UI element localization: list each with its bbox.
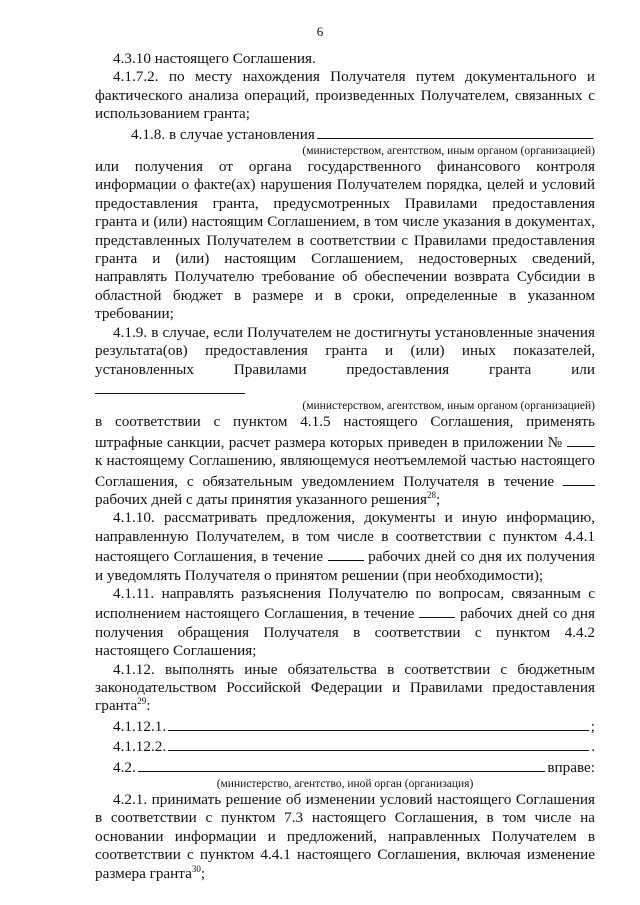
item-4-1-12-2-end: . bbox=[591, 738, 595, 756]
authority-blank-line bbox=[317, 124, 593, 139]
paragraph-4-1-11 bbox=[95, 585, 595, 661]
authority-hint: (министерством, агентством, иным органом (организацией) bbox=[302, 400, 595, 413]
paragraph-4-1-10-text-b: рабочих дней со дня их получения и уведомлять Получателя о принятом решении (при необходимости); bbox=[95, 548, 595, 584]
paragraph-4-2-1-end: ; bbox=[200, 864, 206, 882]
paragraph-4-3-10-ref: 4.3.10 настоящего Соглашения. bbox=[113, 50, 316, 67]
paragraph-4-1-9-end: ; bbox=[436, 490, 441, 508]
paragraph-4-1-9-text-a: в соответствии с пунктом 4.1.5 настоящего Соглашения, применять штрафные санкции, расчет размера которых приведен в приложении № bbox=[95, 413, 595, 451]
document-body bbox=[95, 50, 595, 883]
paragraph-4-2 bbox=[95, 757, 595, 777]
item-4-1-12-2-label: 4.1.12.2. bbox=[113, 738, 167, 756]
authority-hint: (министерством, агентством, иным органом (организацией) bbox=[302, 145, 595, 158]
days-blank bbox=[328, 546, 364, 561]
paragraph-4-1-12 bbox=[95, 661, 595, 716]
item-blank-line bbox=[168, 736, 589, 751]
authority-blank-line bbox=[138, 757, 546, 772]
item-4-1-12-2 bbox=[95, 736, 595, 756]
paragraph-4-1-11-text-b: рабочих дней со дня получения обращения Получателя в соответствии с пунктом 4.4.2 настоящего Соглашения; bbox=[95, 605, 595, 660]
paragraph-4-2-label: 4.2. bbox=[113, 758, 136, 776]
paragraph-4-1-10 bbox=[95, 509, 595, 585]
paragraph-4-1-9-body bbox=[95, 413, 595, 509]
paragraph-4-1-8-lead-text: 4.1.8. в случае установления bbox=[131, 125, 315, 143]
item-blank-line bbox=[168, 716, 589, 731]
paragraph-4-1-12-text: 4.1.12. выполнять иные обязательства в соответствии с бюджетным законодательством Российской Федерации и Правилами предоставления гранта bbox=[95, 660, 595, 715]
paragraph-4-2-1 bbox=[95, 791, 595, 883]
paragraph-4-1-9-text-c: рабочих дней с даты принятия указанного решения bbox=[95, 490, 428, 508]
authority-hint: (министерство, агентство, иной орган (организация) bbox=[216, 778, 474, 791]
appendix-number-blank bbox=[567, 432, 595, 447]
paragraph-4-1-12-end: : bbox=[146, 697, 151, 715]
paragraph-4-1-8-lead bbox=[95, 124, 595, 144]
paragraph-4-1-10-text-a: 4.1.10. рассматривать предложения, документы и иную информацию, направленную Получателем, в том числе в соответствии с пунктом 4.4.1 настоящего Соглашения, в течение bbox=[95, 509, 595, 566]
paragraph-4-1-7-2: 4.1.7.2. по месту нахождения Получателя путем документального и фактического анализа операций, произведенных Получателем, связанных с использованием гранта; bbox=[95, 68, 595, 123]
authority-blank-line bbox=[95, 379, 245, 394]
paragraph-4-1-9-lead-text: 4.1.9. в случае, если Получателем не достигнуты установленные значения результата(ов) предоставления гранта и (или) иных показателей, установленных Правилами предоставления гранта или bbox=[95, 323, 595, 378]
paragraph-4-1-8-body: или получения от органа государственного финансового контроля информации о факте(ах) нарушения Получателем порядка, целей и условий предоставления гранта, предусмотренных Правилами предоставления гранта и (или) настоящим Соглашением, в том числе указания в документах, представленных Получателем в соответствии с Правилами предоставления гранта и (или) настоящим Соглашением, недостоверных сведений, направлять Получателю требование об обеспечении возврата Субсидии в областной бюджет в размере и в сроки, определенные в указанном требовании; bbox=[95, 158, 595, 323]
paragraph-4-1-11-text-a: 4.1.11. направлять разъяснения Получателю по вопросам, связанным с исполнением настоящего Соглашения, в течение bbox=[95, 584, 595, 623]
footnote-ref-29: 29 bbox=[137, 696, 147, 707]
footnote-ref-30: 30 bbox=[191, 863, 201, 874]
days-blank bbox=[419, 603, 455, 618]
paragraph-4-1-9-text-b: к настоящему Соглашению, являющемуся неотъемлемой частью настоящего Соглашения, с обязательным уведомлением Получателя в течение bbox=[95, 452, 595, 490]
paragraph-4-1-9-lead bbox=[95, 324, 595, 400]
footnote-ref-28: 28 bbox=[427, 489, 437, 500]
item-4-1-12-1-end: ; bbox=[590, 717, 595, 735]
paragraph-4-2-1-text: 4.2.1. принимать решение об изменении условий настоящего Соглашения в соответствии с пунктом 7.3 настоящего Соглашения, в том числе на основании информации и предложений, направленных Получателем в соответствии с пунктом 4.4.1 настоящего Соглашения, включая изменение размера гранта bbox=[95, 791, 595, 882]
paragraph-4-2-end: вправе: bbox=[547, 758, 595, 776]
item-4-1-12-1 bbox=[95, 716, 595, 736]
page-number: 6 bbox=[316, 24, 324, 39]
item-4-1-12-1-label: 4.1.12.1. bbox=[113, 717, 167, 735]
days-blank bbox=[563, 471, 595, 486]
